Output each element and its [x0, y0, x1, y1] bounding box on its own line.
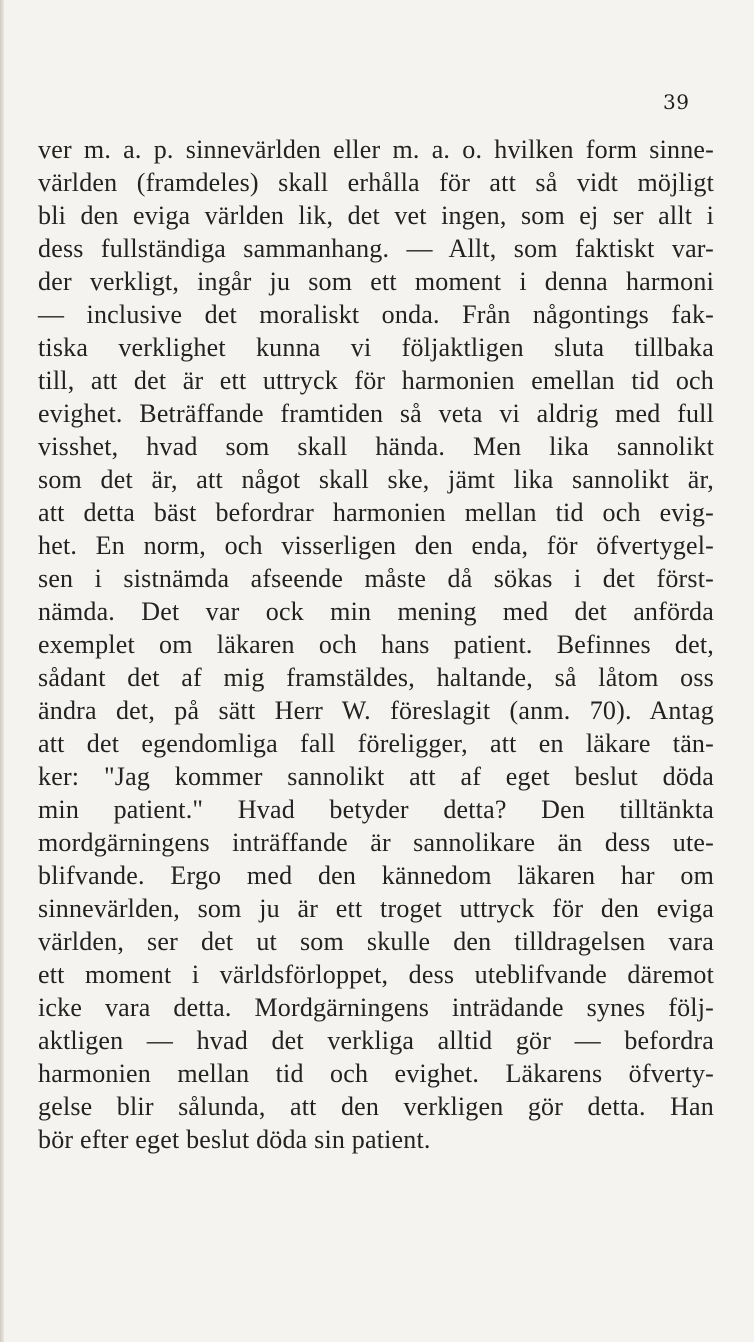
text-line: gelse blir sålunda, att den verkligen gör detta. Han: [38, 1092, 714, 1121]
text-line: harmonien mellan tid och evighet. Läkarens öfverty-: [38, 1059, 714, 1088]
text-line: sinnevärlden, som ju är ett troget uttryck för den eviga: [38, 894, 714, 923]
text-line: visshet, hvad som skall hända. Men lika sannolikt: [38, 432, 714, 461]
text-line: exemplet om läkaren och hans patient. Befinnes det,: [38, 630, 714, 659]
text-line-last: bör efter eget beslut döda sin patient.: [38, 1125, 431, 1154]
text-line: världen, ser det ut som skulle den tilldragelsen vara: [38, 927, 714, 956]
text-line: ver m. a. p. sinnevärlden eller m. a. o. hvilken form sinne-: [38, 135, 714, 164]
page-number: 39: [663, 90, 690, 114]
text-line: icke vara detta. Mordgärningens inträdande synes följ-: [38, 993, 714, 1022]
text-line: tiska verklighet kunna vi följaktligen sluta tillbaka: [38, 333, 714, 362]
text-line: ker: "Jag kommer sannolikt att af eget beslut döda: [38, 762, 714, 791]
text-line: som det är, att något skall ske, jämt lika sannolikt är,: [38, 465, 714, 494]
text-line: sen i sistnämda afseende måste då sökas i det först-: [38, 564, 714, 593]
text-line: aktligen — hvad det verkliga alltid gör — befordra: [38, 1026, 714, 1055]
text-line: till, att det är ett uttryck för harmonien emellan tid och: [38, 366, 714, 395]
text-line: dess fullständiga sammanhang. — Allt, som faktiskt var-: [38, 234, 714, 263]
body-text: [38, 133, 714, 1156]
text-line: att detta bäst befordrar harmonien mellan tid och evig-: [38, 498, 714, 527]
text-line: der verkligt, ingår ju som ett moment i denna harmoni: [38, 267, 714, 296]
text-line: världen (framdeles) skall erhålla för att så vidt möjligt: [38, 168, 714, 197]
text-line: att det egendomliga fall föreligger, att en läkare tän-: [38, 729, 714, 758]
text-line: mordgärningens inträffande är sannolikare än dess ute-: [38, 828, 714, 857]
text-line: min patient." Hvad betyder detta? Den tilltänkta: [38, 795, 714, 824]
text-line: ändra det, på sätt Herr W. föreslagit (anm. 70). Antag: [38, 696, 714, 725]
text-line: het. En norm, och visserligen den enda, för öfvertygel-: [38, 531, 714, 560]
text-line: nämda. Det var ock min mening med det anförda: [38, 597, 714, 626]
text-line: blifvande. Ergo med den kännedom läkaren har om: [38, 861, 714, 890]
text-line: — inclusive det moraliskt onda. Från någontings fak-: [38, 300, 714, 329]
text-line: sådant det af mig framstäldes, haltande, så låtom oss: [38, 663, 714, 692]
page-binding-edge: [0, 0, 4, 1342]
text-line: bli den eviga världen lik, det vet ingen, som ej ser allt i: [38, 201, 714, 230]
text-line: evighet. Beträffande framtiden så veta vi aldrig med full: [38, 399, 714, 428]
text-line: ett moment i världsförloppet, dess uteblifvande däremot: [38, 960, 714, 989]
